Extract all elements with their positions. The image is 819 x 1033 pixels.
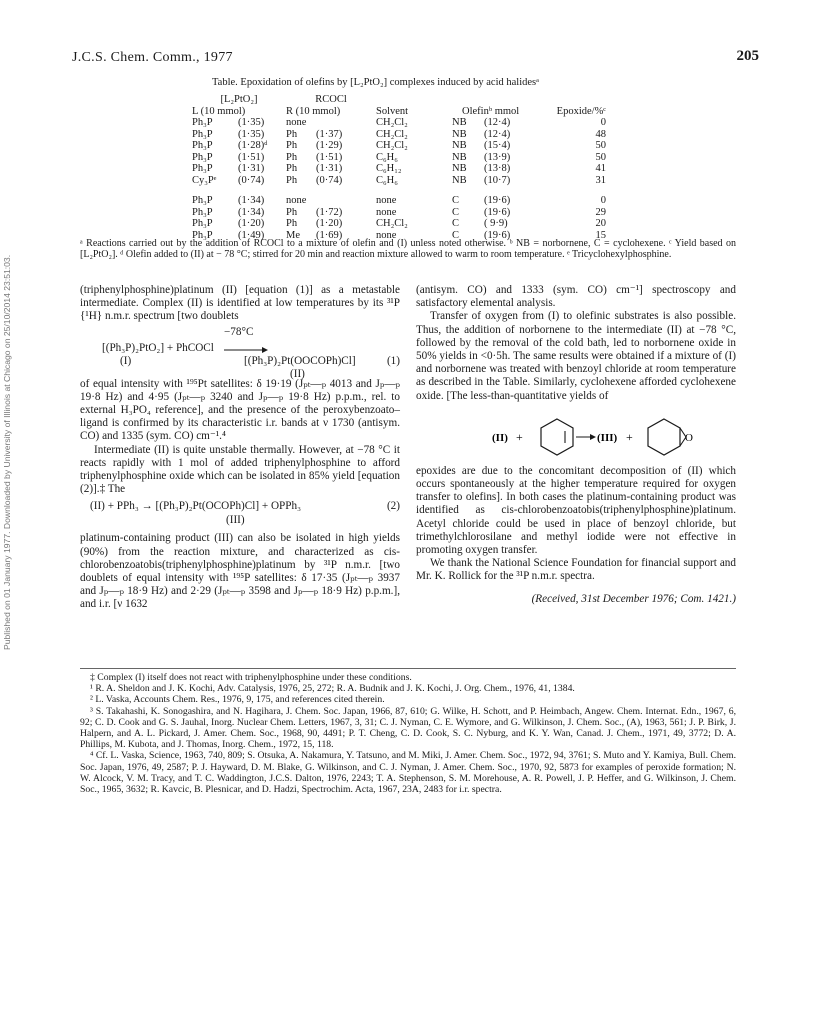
table-cell: 31: [595, 174, 606, 186]
table-cell: NB: [452, 140, 467, 151]
table-cell: CH₂Cl₂: [376, 128, 408, 140]
table-cell: 20: [595, 218, 606, 229]
paragraph: Intermediate (II) is quite unstable thermally. However, at −78 °C it reacts rapidly with 1 mol of added triphenylphosphine to afford triphenylphosphine oxide which can be isolated in 85% yield [equation (2)].‡ The: [80, 443, 400, 496]
paragraph: (antisym. CO) and 1333 (sym. CO) cm⁻¹] spectroscopy and satisfactory elemental analysis.: [416, 284, 736, 310]
table-cell: (10·7): [484, 174, 511, 186]
table-header-cell: [L₂PtO₂]: [220, 94, 258, 105]
table-cell: C: [452, 218, 460, 229]
table-cell: (0·74): [238, 174, 265, 186]
oxygen-atom: O: [685, 431, 693, 444]
table-cell: Ph: [286, 206, 298, 218]
table-cell: (1·37): [316, 128, 343, 140]
table-cell: (13·8): [484, 163, 511, 174]
table-cell: C₆H₆: [376, 151, 398, 163]
cyclohexene-oxide-ring: [648, 419, 680, 455]
table-cell: 29: [595, 206, 606, 218]
table-header-row: [192, 106, 606, 118]
scheme-plus: +: [626, 429, 633, 444]
table-cell: (1·69): [316, 229, 343, 241]
table-cell: CH₂Cl₂: [376, 218, 408, 229]
table-cell: NB: [452, 163, 467, 174]
table-row: [192, 129, 606, 141]
compound-label-i: (I): [120, 354, 132, 367]
table-cell: 50: [595, 151, 606, 163]
table-cell: CH₂Cl₂: [376, 140, 408, 151]
footnote-item: ³ S. Takahashi, K. Sonogashira, and N. Hagihara, J. Chem. Soc. Japan, 1966, 87, 610; G. Wilke, H. Schott, and P. Heimbach, Angew. Chem. Internat. Edn., 1967, 6, 92; C. D. Cook and G. S. Jauhal, Inorg. Nuclear Chem. Letters, 1967, 3, 31; C. J. Nyman, C. E. Wymore, and G. Wilkinson, J. Chem. Soc., (A), 1963, 561; J. P. Birk, J. Halpern, and A. L. Pickard, J. Amer. Chem. Soc., 1968, 90, 4491; P. T. Cheng, C. D. Cook, S. C. Nyburg, and K. Y. Wan, Canad. J. Chem., 1971, 49, 3772; D. A. Phillips, M. Kubota, and J. Thomas, Inorg. Chem., 1972, 15, 118.: [80, 705, 736, 751]
epoxidation-scheme: [416, 403, 736, 465]
table-cell: Cy₃Pᵉ: [192, 174, 217, 186]
reaction-arrow: [224, 346, 268, 354]
table-cell: Ph: [286, 218, 298, 229]
table-header-cell: [452, 94, 546, 106]
left-column: [80, 284, 400, 612]
provenance-sidebar: Published on 01 January 1977. Downloaded by University of Illinois at Chicago on 25/10/2014 23:51:03.: [2, 254, 12, 650]
received-line: (Received, 31st December 1976; Com. 1421.): [531, 592, 736, 605]
scheme-label-iii: (III): [597, 431, 618, 444]
table-cell: Ph₃P: [192, 206, 213, 218]
reaction-condition: −78°C: [224, 325, 254, 338]
table-cell: (1·51): [316, 151, 343, 163]
table-row: [192, 218, 606, 230]
scheme-label-ii: (II): [492, 431, 508, 444]
table-header-cell: Epoxide/%ᶜ: [556, 105, 606, 117]
table-row: [192, 152, 606, 164]
table-row: [192, 175, 606, 187]
table-cell: Ph₃P: [192, 229, 213, 241]
table-row: [192, 140, 606, 152]
table-cell: NB: [452, 174, 467, 186]
table-cell: Ph₃P: [192, 151, 213, 163]
table-cell: Ph₃P: [192, 195, 213, 206]
epoxidation-table: [192, 94, 606, 241]
table-cell: Ph: [286, 140, 298, 151]
footnote-item: ⁴ Cf. L. Vaska, Science, 1963, 740, 809; S. Otsuka, A. Nakamura, Y. Tatsuno, and M. Miki, J. Amer. Chem. Soc., 1972, 94, 3761; S. Muto and Y. Kamiya, Bull. Chem. Soc. Japan, 1976, 49, 2587; P. J. Hayward, D. M. Blake, G. Wilkinson, and C. J. Nyman, J. Amer. Chem. Soc., 1970, 92, 5873 for examples of peroxide formation; N. W. Alcock, V. M. Tracy, and T. C. Waddington, J.C.S. Dalton, 1976, 2243; T. A. Stephenson, S. M. Morehouse, A. R. Powell, J. P. Heffer, and G. Wilkinson, J. Chem. Soc., 1965, 3632; R. Kavcic, B. Plesnicar, and D. Hadzi, Spectrochim. Acta, 1967, 23A, 2483 for i.r. spectra.: [80, 750, 736, 796]
table-header-cell: Olefinᵇ mmol: [462, 105, 520, 117]
table-cell: C: [452, 206, 460, 218]
table-cell: (1·20): [238, 218, 265, 229]
table-cell: (1·20): [316, 218, 343, 229]
table-cell: (12·4): [484, 128, 511, 140]
paragraph: (triphenylphosphine)platinum (II) [equation (1)] as a metastable intermediate. Complex (II) is identified at low temperatures by its ³¹P {¹H} n.m.r. spectrum [two doublets: [80, 284, 400, 323]
table-cell: Ph: [286, 163, 298, 174]
table-cell: CH₂Cl₂: [376, 117, 408, 128]
product: [(Ph₃P)₂Pt(OOCOPh)Cl]: [244, 354, 356, 367]
table-caption: Table. Epoxidation of olefins by [L₂PtO₂] complexes induced by acid halidesᵃ: [212, 77, 540, 88]
scheme: [416, 403, 736, 465]
paragraph: platinum-containing product (III) can also be isolated in high yields (90%) from the reaction mixture, and characterized as cis-chlorobenzoatobis(triphenylphosphine)platinum by ³¹P n.m.r. [two doublets of equal intensity with ¹⁹⁵P satellites: δ 17·35 (Jₚₜ—ₚ 3937 and Jₚ—ₚ 18·9 Hz) and 2·29 (Jₚₜ—ₚ 3598 and Jₚ—ₚ 18·9 Hz) p.p.m.], and i.r. [ν 1632: [80, 532, 400, 611]
table-header-row: [192, 94, 606, 106]
table-cell: (19·6): [484, 195, 511, 206]
table-row: [192, 117, 606, 129]
table-row: [192, 163, 606, 175]
table-cell: C: [452, 195, 460, 206]
table-cell: (1·35): [238, 128, 265, 140]
journal-header: J.C.S. Chem. Comm., 1977: [72, 50, 233, 65]
footnote-item: ¹ R. A. Sheldon and J. K. Kochi, Adv. Catalysis, 1976, 25, 272; R. A. Budnik and J. K. Kochi, J. Org. Chem., 1976, 41, 1384.: [90, 683, 575, 695]
table-cell: Ph: [286, 174, 298, 186]
table-cell: ( 9·9): [484, 218, 508, 229]
equation-1: [80, 324, 400, 378]
footnote-item: ‡ Complex (I) itself does not react with triphenylphosphine under these conditions.: [90, 672, 412, 683]
table-cell: 50: [595, 140, 606, 151]
table-header-cell: [546, 94, 606, 106]
table-cell: (1·31): [316, 163, 343, 174]
table-cell: (1·28)ᵈ: [238, 140, 268, 151]
table-cell: (15·4): [484, 140, 511, 151]
equation-number: (2): [386, 500, 400, 513]
table-cell: [316, 195, 376, 207]
table-cell: [316, 117, 376, 129]
paragraph: Transfer of oxygen from (I) to olefinic substrates is also possible. Thus, the addition of norbornene to the intermediate (II) at −78 °C, followed by the removal of the cold bath, led to norbornene oxide in 50% yields in <0·5h. The same results were obtained if a mixture of (I) and norbornene was treated with benzoyl chloride at room temperature as described in the Table. Similarly, cyclohexene afforded cyclohexene oxide. [The less-than-quantitative yields of: [416, 310, 736, 402]
table-cell: none: [376, 195, 397, 206]
table-footnote: ᵃ Reactions carried out by the addition of RCOCl to a mixture of olefin and (I) unless noted otherwise. ᵇ NB = norbornene, C = cyclohexene. ᶜ Yield based on [L₂PtO₂]. ᵈ Olefin added to (II) at − 78 °C; stirred for 20 min and reaction mixture allowed to warm to room temperature. ᵉ Tricyclohexylphosphine.: [80, 238, 736, 261]
table-header-cell: Solvent: [376, 105, 409, 117]
table-cell: 48: [595, 128, 606, 140]
table-row: [192, 207, 606, 219]
table-cell: (1·34): [238, 206, 265, 218]
table-cell: Ph₃P: [192, 117, 213, 128]
table-cell: (1·51): [238, 151, 265, 163]
paragraph: epoxides are due to the concomitant decomposition of (II) which occurs spontaneously at the higher temperature required for oxygen transfer to olefins]. In both cases the platinum-containing product was identified as cis-chlorobenzoatobis(triphenylphosphine)platinum. Acetyl chloride could be used in place of benzoyl chloride, but trimethylchlorosilane and methyl iodide were not effective in promoting oxygen transfer.: [416, 464, 736, 557]
table-cell: Ph₃P: [192, 163, 213, 174]
table-cell: NB: [452, 117, 467, 128]
table-header-cell: [376, 94, 452, 106]
equation-number: (1): [386, 354, 400, 367]
table-cell: Ph₃P: [192, 140, 213, 151]
table-cell: Me: [286, 229, 300, 241]
table-cell: (13·9): [484, 151, 511, 163]
table-cell: NB: [452, 128, 467, 140]
table-cell: Ph₃P: [192, 218, 213, 229]
right-column: [416, 284, 736, 606]
table-cell: (19·6): [484, 206, 511, 218]
table-cell: (1·35): [238, 117, 265, 128]
scheme-plus: +: [516, 429, 523, 444]
table-cell: Ph₃P: [192, 128, 213, 140]
table-cell: C: [452, 229, 460, 241]
table-cell: Ph: [286, 128, 298, 140]
table-header-cell: L (10 mmol): [192, 105, 246, 117]
paragraph: of equal intensity with ¹⁹⁵Pt satellites: δ 19·19 (Jₚₜ—ₚ 4013 and Jₚ—ₚ 19·8 Hz) and 4·95 (Jₚₜ—ₚ 3240 and Jₚ—ₚ 19·8 Hz) p.p.m., rel. to external H₃PO₄ reference], and the presence of the peroxybenzoato–ligand is confirmed by its characteristic i.r. bands at ν 1730 (antisym. CO) and 1335 (sym. CO) cm⁻¹.⁴: [80, 377, 400, 443]
equation-text: (II) + PPh₃ → [(Ph₃P)₂Pt(OCOPh)Cl] + OPPh₃: [90, 500, 301, 513]
table-cell: (0·74): [316, 174, 343, 186]
table-cell: (1·29): [316, 140, 343, 151]
reactants: [(Ph₃P)₂PtO₂] + PhCOCl: [102, 341, 214, 354]
table-row: [192, 195, 606, 207]
table-cell: (1·49): [238, 229, 265, 241]
equation-2: [80, 498, 400, 532]
table-header-cell: RCOCl: [315, 94, 347, 105]
table-cell: 0: [600, 195, 606, 206]
footnote-item: ² L. Vaska, Accounts Chem. Res., 1976, 9, 175, and references cited therein.: [90, 694, 385, 706]
compound-label-ii: (II): [290, 367, 305, 380]
table-cell: 0: [600, 117, 606, 128]
table-cell: 41: [595, 163, 606, 174]
table-header-cell: R (10 mmol): [286, 105, 341, 117]
footnote-divider: [80, 668, 736, 669]
cyclohexene-ring: [541, 419, 573, 455]
table-cell: C₆H₆: [376, 174, 398, 186]
table-cell: (1·31): [238, 163, 265, 174]
table-cell: (12·4): [484, 117, 511, 128]
page-number: 205: [736, 48, 759, 64]
table-cell: none: [286, 195, 307, 206]
compound-label-iii: (III): [226, 514, 245, 527]
table-cell: none: [376, 206, 397, 218]
table-cell: (1·34): [238, 195, 265, 206]
table-cell: (19·6): [484, 229, 511, 241]
table-cell: none: [376, 229, 397, 241]
table-cell: Ph: [286, 151, 298, 163]
table-cell: none: [286, 117, 307, 128]
references: [80, 672, 736, 795]
table-cell: C₆H₁₂: [376, 163, 402, 174]
paragraph: We thank the National Science Foundation for financial support and Mr. K. Rollick for the ³¹P n.m.r. spectra.: [416, 557, 736, 583]
table-cell: NB: [452, 151, 467, 163]
table-cell: 15: [595, 229, 606, 241]
table-cell: (1·72): [316, 206, 343, 218]
